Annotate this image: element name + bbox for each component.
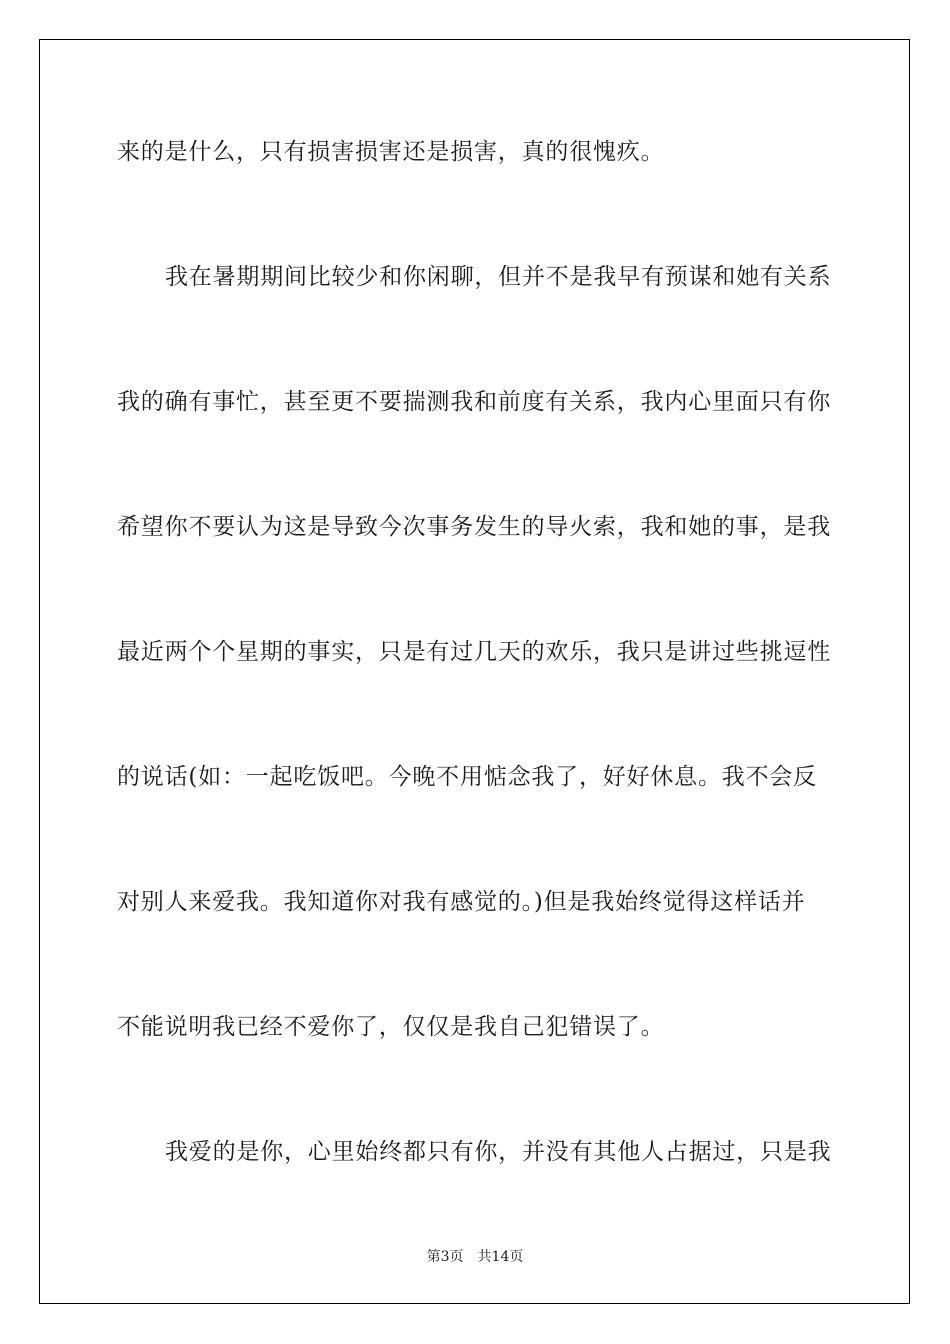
text-line-1: 来的是什么，只有损害损害还是损害，真的很愧疚。	[117, 139, 665, 165]
page-footer	[0, 1248, 950, 1266]
text-line-3: 我的确有事忙，甚至更不要揣测我和前度有关系，我内心里面只有你	[117, 389, 831, 415]
page-border	[39, 39, 910, 1304]
text-line-6: 的说话(如：一起吃饭吧。今晚不用惦念我了，好好休息。我不会反	[117, 764, 817, 790]
text-line-7: 对别人来爱我。我知道你对我有感觉的。)但是我始终觉得这样话并	[117, 889, 806, 915]
text-line-2: 我在暑期期间比较少和你闲聊，但并不是我早有预谋和她有关系	[165, 264, 832, 290]
text-line-4: 希望你不要认为这是导致今次事务发生的导火索，我和她的事，是我	[117, 514, 831, 540]
text-line-9: 我爱的是你，心里始终都只有你，并没有其他人占据过，只是我	[165, 1139, 832, 1165]
page-number: 第3页	[426, 1249, 464, 1265]
page-total: 共14页	[477, 1249, 524, 1265]
text-line-5: 最近两个个星期的事实，只是有过几天的欢乐，我只是讲过些挑逗性	[117, 639, 831, 665]
text-line-8: 不能说明我已经不爱你了，仅仅是我自己犯错误了。	[117, 1014, 665, 1040]
